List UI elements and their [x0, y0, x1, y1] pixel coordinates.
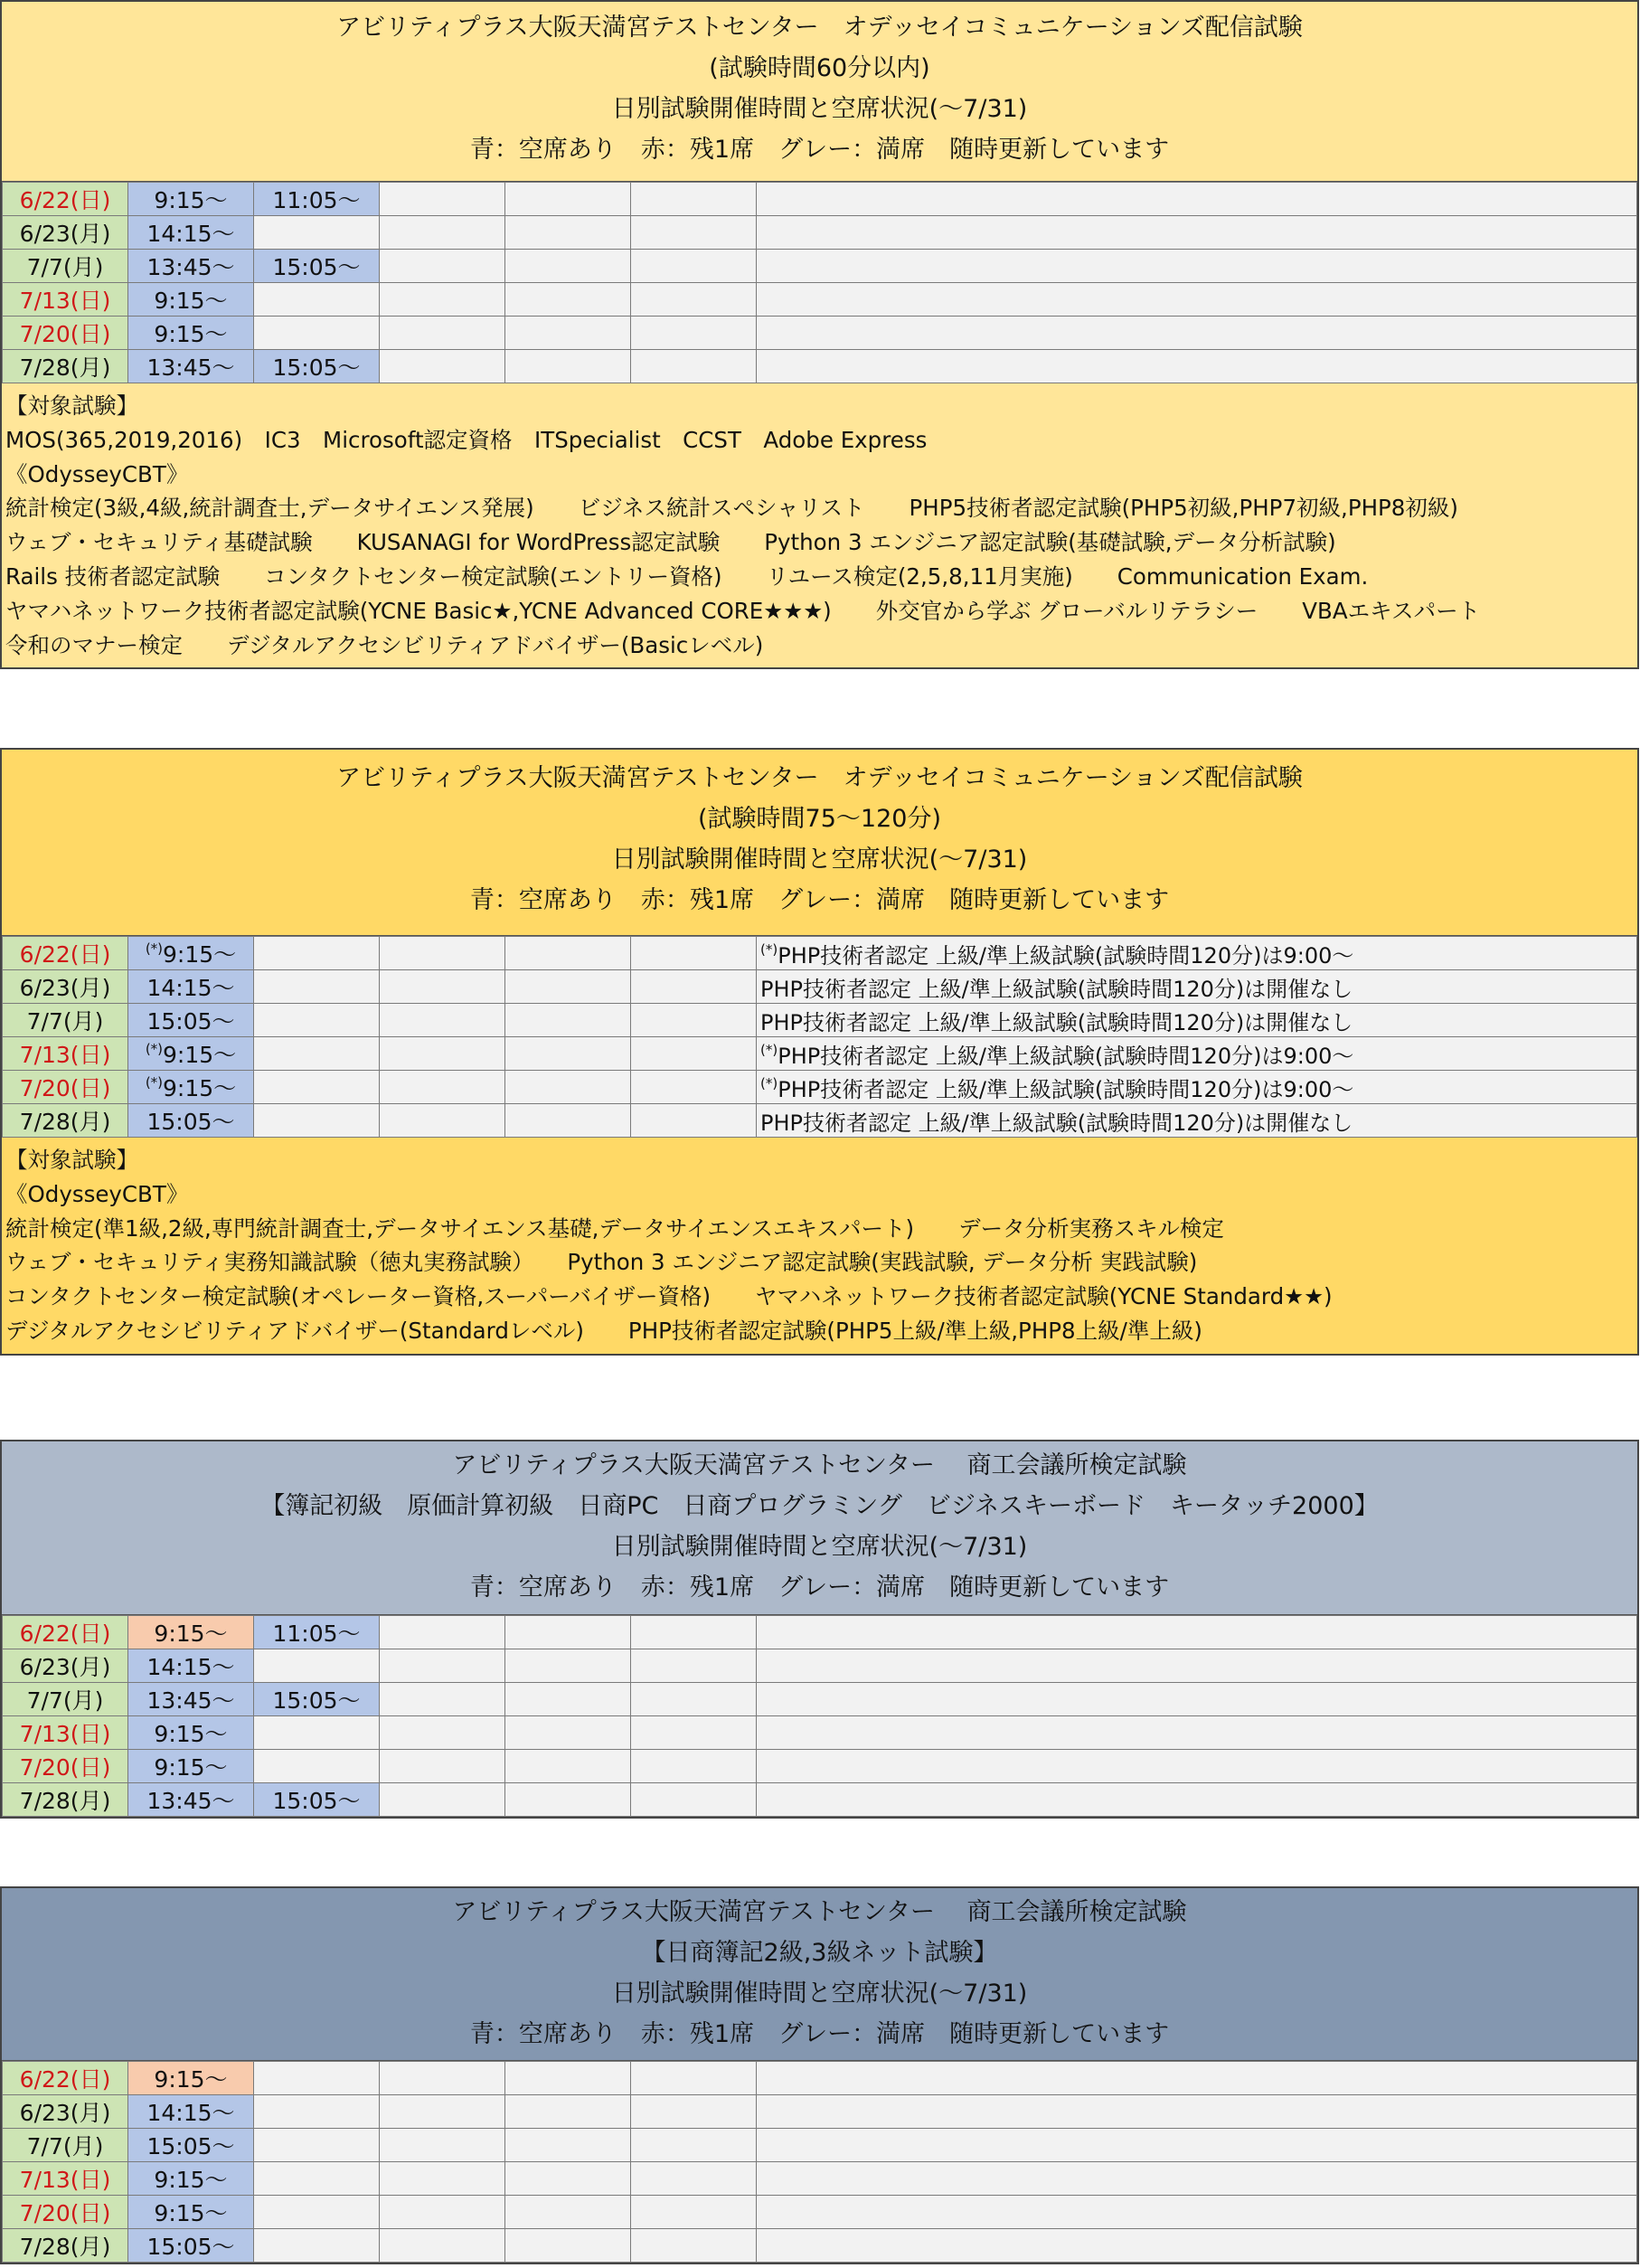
empty-cell: [505, 1104, 631, 1138]
time-slot[interactable]: 9:15～: [128, 2162, 254, 2196]
section-title: アビリティプラス大阪天満宮テストセンター 商工会議所検定試験: [452, 1898, 1187, 1926]
section-period: 日別試験開催時間と空席状況(～7/31): [611, 1980, 1028, 2008]
empty-cell: [505, 183, 631, 216]
schedule-section-chamber-boki: [0, 1886, 1639, 2264]
empty-cell: [505, 1616, 631, 1649]
empty-cell: [757, 1783, 1637, 1817]
empty-cell: [380, 970, 505, 1004]
exam-line: デジタルアクセシビリティアドバイザー(Standardレベル) PHP技術者認定試験(PHP5上級/準上級,PHP8上級/準上級): [5, 1317, 1202, 1344]
empty-cell: [380, 216, 505, 250]
time-slot[interactable]: (*)9:15～: [128, 1071, 254, 1104]
empty-cell: [757, 250, 1637, 283]
table-row: [3, 1783, 1637, 1817]
section-subtitle: 【簿記初級 原価計算初級 日商PC 日商プログラミング ビジネスキーボード キータッチ2000】: [260, 1492, 1379, 1520]
empty-cell: [631, 1683, 757, 1716]
exam-line: 統計検定(3級,4級,統計調査士,データサイエンス発展) ビジネス統計スペシャリスト PHP5技術者認定試験(PHP5初級,PHP7初級,PHP8初級): [5, 495, 1458, 522]
empty-cell: [380, 2062, 505, 2095]
empty-cell: [380, 1071, 505, 1104]
empty-cell: [254, 1104, 380, 1138]
empty-cell: [380, 183, 505, 216]
note-mark: (*): [145, 940, 164, 957]
table-row: [3, 2196, 1637, 2229]
section-title: アビリティプラス大阪天満宮テストセンター オデッセイコミュニケーションズ配信試験: [336, 764, 1303, 792]
exam-line: 令和のマナー検定 デジタルアクセシビリティアドバイザー(Basicレベル): [5, 631, 764, 658]
note-mark: (*): [145, 1041, 164, 1057]
date-cell: 7/13(日): [3, 1037, 128, 1071]
empty-cell: [380, 1750, 505, 1783]
note-cell: PHP技術者認定 上級/準上級試験(試験時間120分)は開催なし: [757, 1104, 1637, 1138]
empty-cell: [254, 2095, 380, 2129]
time-slot[interactable]: 15:05～: [128, 2229, 254, 2263]
availability-legend: 青：空席あり 赤：残1席 グレー：満席 随時更新しています: [469, 1573, 1170, 1602]
empty-cell: [380, 1783, 505, 1817]
table-row: [3, 1004, 1637, 1037]
time-slot[interactable]: 13:45～: [128, 1783, 254, 1817]
time-slot[interactable]: 15:05～: [128, 1004, 254, 1037]
date-cell: 7/7(月): [3, 2129, 128, 2162]
table-row: [3, 937, 1637, 970]
date-cell: 7/28(月): [3, 1104, 128, 1138]
empty-cell: [254, 2196, 380, 2229]
table-row: [3, 2129, 1637, 2162]
empty-cell: [254, 2229, 380, 2263]
time-slot[interactable]: (*)9:15～: [128, 937, 254, 970]
empty-cell: [631, 1783, 757, 1817]
empty-cell: [505, 350, 631, 383]
empty-cell: [757, 216, 1637, 250]
schedule-table: [2, 1615, 1637, 1817]
empty-cell: [505, 970, 631, 1004]
time-slot[interactable]: 9:15～: [128, 317, 254, 350]
empty-cell: [757, 1716, 1637, 1750]
table-row: [3, 970, 1637, 1004]
empty-cell: [631, 1037, 757, 1071]
empty-cell: [505, 2095, 631, 2129]
empty-cell: [631, 183, 757, 216]
empty-cell: [380, 1104, 505, 1138]
section-period: 日別試験開催時間と空席状況(～7/31): [611, 846, 1028, 874]
empty-cell: [631, 250, 757, 283]
time-slot[interactable]: 14:15～: [128, 216, 254, 250]
date-cell: 6/22(日): [3, 1616, 128, 1649]
empty-cell: [631, 317, 757, 350]
empty-cell: [505, 1783, 631, 1817]
empty-cell: [254, 1037, 380, 1071]
date-cell: 7/7(月): [3, 1004, 128, 1037]
time-slot[interactable]: 13:45～: [128, 250, 254, 283]
empty-cell: [505, 216, 631, 250]
empty-cell: [380, 317, 505, 350]
date-cell: 7/20(日): [3, 1071, 128, 1104]
empty-cell: [757, 1616, 1637, 1649]
empty-cell: [631, 1750, 757, 1783]
empty-cell: [505, 1004, 631, 1037]
time-slot[interactable]: 9:15～: [128, 1750, 254, 1783]
empty-cell: [757, 2129, 1637, 2162]
section-subtitle: (試験時間60分以内): [709, 54, 930, 82]
empty-cell: [631, 2129, 757, 2162]
time-slot[interactable]: 15:05～: [254, 1683, 380, 1716]
empty-cell: [254, 970, 380, 1004]
table-row: [3, 216, 1637, 250]
empty-cell: [254, 317, 380, 350]
empty-cell: [631, 350, 757, 383]
target-exams: [2, 1138, 1637, 1356]
exam-line: 《OdysseyCBT》: [5, 1180, 189, 1207]
empty-cell: [757, 2196, 1637, 2229]
empty-cell: [757, 2162, 1637, 2196]
empty-cell: [380, 1716, 505, 1750]
note-mark: (*): [145, 1074, 164, 1091]
date-cell: 7/7(月): [3, 1683, 128, 1716]
exam-line: 統計検定(準1級,2級,専門統計調査士,データサイエンス基礎,データサイエンスエキスパート) データ分析実務スキル検定: [5, 1214, 1224, 1242]
table-row: [3, 1683, 1637, 1716]
date-cell: 6/22(日): [3, 183, 128, 216]
availability-legend: 青：空席あり 赤：残1席 グレー：満席 随時更新しています: [469, 886, 1170, 914]
schedule-table: [2, 182, 1637, 383]
date-cell: 6/23(月): [3, 970, 128, 1004]
date-cell: 7/20(日): [3, 1750, 128, 1783]
empty-cell: [631, 1071, 757, 1104]
time-slot[interactable]: 14:15～: [128, 2095, 254, 2129]
date-cell: 6/23(月): [3, 2095, 128, 2129]
empty-cell: [631, 937, 757, 970]
empty-cell: [380, 1004, 505, 1037]
empty-cell: [380, 350, 505, 383]
note-cell: (*)PHP技術者認定 上級/準上級試験(試験時間120分)は9:00～: [757, 1071, 1637, 1104]
time-slot[interactable]: 13:45～: [128, 350, 254, 383]
empty-cell: [254, 1004, 380, 1037]
exams-heading: 【対象試験】: [5, 1147, 138, 1173]
empty-cell: [254, 1750, 380, 1783]
time-slot[interactable]: 9:15～: [128, 1716, 254, 1750]
note-cell: (*)PHP技術者認定 上級/準上級試験(試験時間120分)は9:00～: [757, 1037, 1637, 1071]
date-cell: 6/22(日): [3, 2062, 128, 2095]
table-row: [3, 317, 1637, 350]
time-slot[interactable]: 11:05～: [254, 183, 380, 216]
note-cell: PHP技術者認定 上級/準上級試験(試験時間120分)は開催なし: [757, 970, 1637, 1004]
time-slot[interactable]: 14:15～: [128, 970, 254, 1004]
empty-cell: [505, 2129, 631, 2162]
table-row: [3, 283, 1637, 317]
empty-cell: [505, 2229, 631, 2263]
empty-cell: [631, 1716, 757, 1750]
table-row: [3, 2162, 1637, 2196]
empty-cell: [505, 283, 631, 317]
exam-line: ウェブ・セキュリティ実務知識試験（徳丸実務試験） Python 3 エンジニア認定試験(実践試験, データ分析 実践試験): [5, 1249, 1198, 1276]
empty-cell: [380, 1649, 505, 1683]
table-row: [3, 2062, 1637, 2095]
time-slot[interactable]: 11:05～: [254, 1616, 380, 1649]
section-period: 日別試験開催時間と空席状況(～7/31): [611, 95, 1028, 123]
empty-cell: [380, 1037, 505, 1071]
empty-cell: [505, 1750, 631, 1783]
schedule-section-chamber-basic: [0, 1440, 1639, 1819]
empty-cell: [254, 937, 380, 970]
exam-line: Rails 技術者認定試験 コンタクトセンター検定試験(エントリー資格) リユース検定(2,5,8,11月実施) Communication Exam.: [5, 562, 1369, 590]
empty-cell: [380, 250, 505, 283]
table-row: [3, 2095, 1637, 2129]
empty-cell: [631, 2196, 757, 2229]
table-row: [3, 1071, 1637, 1104]
empty-cell: [505, 1071, 631, 1104]
empty-cell: [757, 350, 1637, 383]
table-row: [3, 1037, 1637, 1071]
empty-cell: [505, 317, 631, 350]
exam-line: ヤマハネットワーク技術者認定試験(YCNE Basic★,YCNE Advanced CORE★★★) 外交官から学ぶ グローバルリテラシー VBAエキスパート: [5, 597, 1481, 624]
section-period: 日別試験開催時間と空席状況(～7/31): [611, 1533, 1028, 1561]
time-slot[interactable]: 15:05～: [128, 1104, 254, 1138]
empty-cell: [631, 2095, 757, 2129]
empty-cell: [380, 2129, 505, 2162]
empty-cell: [757, 283, 1637, 317]
empty-cell: [380, 1616, 505, 1649]
empty-cell: [757, 1750, 1637, 1783]
time-slot[interactable]: 15:05～: [128, 2129, 254, 2162]
empty-cell: [505, 937, 631, 970]
empty-cell: [505, 2196, 631, 2229]
table-row: [3, 183, 1637, 216]
date-cell: 7/28(月): [3, 350, 128, 383]
section-header: [2, 2, 1637, 182]
date-cell: 7/28(月): [3, 1783, 128, 1817]
date-cell: 7/13(日): [3, 2162, 128, 2196]
note-mark: (*): [760, 1074, 778, 1091]
empty-cell: [631, 283, 757, 317]
note-cell: PHP技術者認定 上級/準上級試験(試験時間120分)は開催なし: [757, 1004, 1637, 1037]
empty-cell: [631, 970, 757, 1004]
time-slot[interactable]: 9:15～: [128, 1616, 254, 1649]
section-header: [2, 750, 1637, 936]
empty-cell: [757, 2095, 1637, 2129]
table-row: [3, 250, 1637, 283]
empty-cell: [505, 1716, 631, 1750]
empty-cell: [380, 2196, 505, 2229]
note-cell: (*)PHP技術者認定 上級/準上級試験(試験時間120分)は9:00～: [757, 937, 1637, 970]
empty-cell: [631, 1616, 757, 1649]
date-cell: 6/22(日): [3, 937, 128, 970]
date-cell: 7/13(日): [3, 1716, 128, 1750]
empty-cell: [631, 2229, 757, 2263]
section-subtitle: (試験時間75～120分): [698, 805, 941, 833]
time-slot[interactable]: 9:15～: [128, 183, 254, 216]
time-slot[interactable]: 14:15～: [128, 1649, 254, 1683]
empty-cell: [505, 1683, 631, 1716]
exam-line: 《OdysseyCBT》: [5, 460, 189, 487]
empty-cell: [254, 2129, 380, 2162]
note-mark: (*): [760, 1041, 778, 1058]
empty-cell: [505, 1037, 631, 1071]
time-slot[interactable]: 13:45～: [128, 1683, 254, 1716]
empty-cell: [380, 2095, 505, 2129]
empty-cell: [254, 1649, 380, 1683]
time-slot[interactable]: (*)9:15～: [128, 1037, 254, 1071]
empty-cell: [505, 250, 631, 283]
table-row: [3, 1716, 1637, 1750]
date-cell: 7/28(月): [3, 2229, 128, 2263]
date-cell: 6/23(月): [3, 216, 128, 250]
empty-cell: [380, 283, 505, 317]
time-slot[interactable]: 9:15～: [128, 2062, 254, 2095]
empty-cell: [757, 183, 1637, 216]
date-cell: 7/7(月): [3, 250, 128, 283]
schedule-table: [2, 936, 1637, 1138]
empty-cell: [254, 216, 380, 250]
note-mark: (*): [760, 940, 778, 958]
time-slot[interactable]: 15:05～: [254, 250, 380, 283]
empty-cell: [380, 2229, 505, 2263]
empty-cell: [254, 2162, 380, 2196]
empty-cell: [631, 1004, 757, 1037]
empty-cell: [631, 2062, 757, 2095]
time-slot[interactable]: 15:05～: [254, 350, 380, 383]
empty-cell: [757, 317, 1637, 350]
date-cell: 7/13(日): [3, 283, 128, 317]
time-slot[interactable]: 15:05～: [254, 1783, 380, 1817]
time-slot[interactable]: 9:15～: [128, 2196, 254, 2229]
date-cell: 7/20(日): [3, 317, 128, 350]
table-row: [3, 1649, 1637, 1683]
table-row: [3, 1750, 1637, 1783]
empty-cell: [505, 1649, 631, 1683]
section-header: [2, 1441, 1637, 1615]
empty-cell: [631, 2162, 757, 2196]
time-slot[interactable]: 9:15～: [128, 283, 254, 317]
table-row: [3, 1616, 1637, 1649]
exam-line: ウェブ・セキュリティ基礎試験 KUSANAGI for WordPress認定試験 Python 3 エンジニア認定試験(基礎試験,データ分析試験): [5, 529, 1336, 556]
table-row: [3, 350, 1637, 383]
empty-cell: [254, 1071, 380, 1104]
empty-cell: [505, 2062, 631, 2095]
empty-cell: [254, 2062, 380, 2095]
empty-cell: [631, 1649, 757, 1683]
schedule-section-odyssey-120: [0, 748, 1639, 1356]
empty-cell: [757, 2229, 1637, 2263]
section-title: アビリティプラス大阪天満宮テストセンター オデッセイコミュニケーションズ配信試験: [336, 14, 1303, 42]
table-row: [3, 1104, 1637, 1138]
empty-cell: [380, 1683, 505, 1716]
target-exams: [2, 383, 1637, 669]
date-cell: 7/20(日): [3, 2196, 128, 2229]
empty-cell: [254, 283, 380, 317]
empty-cell: [254, 1716, 380, 1750]
availability-legend: 青：空席あり 赤：残1席 グレー：満席 随時更新しています: [469, 2020, 1170, 2048]
empty-cell: [757, 2062, 1637, 2095]
table-row: [3, 2229, 1637, 2263]
empty-cell: [380, 937, 505, 970]
date-cell: 6/23(月): [3, 1649, 128, 1683]
empty-cell: [631, 216, 757, 250]
empty-cell: [631, 1104, 757, 1138]
schedule-table: [2, 2061, 1637, 2263]
exam-line: コンタクトセンター検定試験(オペレーター資格,スーパーバイザー資格) ヤマハネットワーク技術者認定試験(YCNE Standard★★): [5, 1283, 1333, 1310]
empty-cell: [757, 1683, 1637, 1716]
schedule-section-odyssey-60: [0, 0, 1639, 669]
section-title: アビリティプラス大阪天満宮テストセンター 商工会議所検定試験: [452, 1451, 1187, 1479]
empty-cell: [757, 1649, 1637, 1683]
section-header: [2, 1888, 1637, 2061]
section-subtitle: 【日商簿記2級,3級ネット試験】: [641, 1939, 998, 1967]
empty-cell: [505, 2162, 631, 2196]
exams-heading: 【対象試験】: [5, 392, 138, 419]
exam-line: MOS(365,2019,2016) IC3 Microsoft認定資格 ITSpecialist CCST Adobe Express: [5, 426, 928, 453]
availability-legend: 青：空席あり 赤：残1席 グレー：満席 随時更新しています: [469, 136, 1170, 164]
empty-cell: [380, 2162, 505, 2196]
